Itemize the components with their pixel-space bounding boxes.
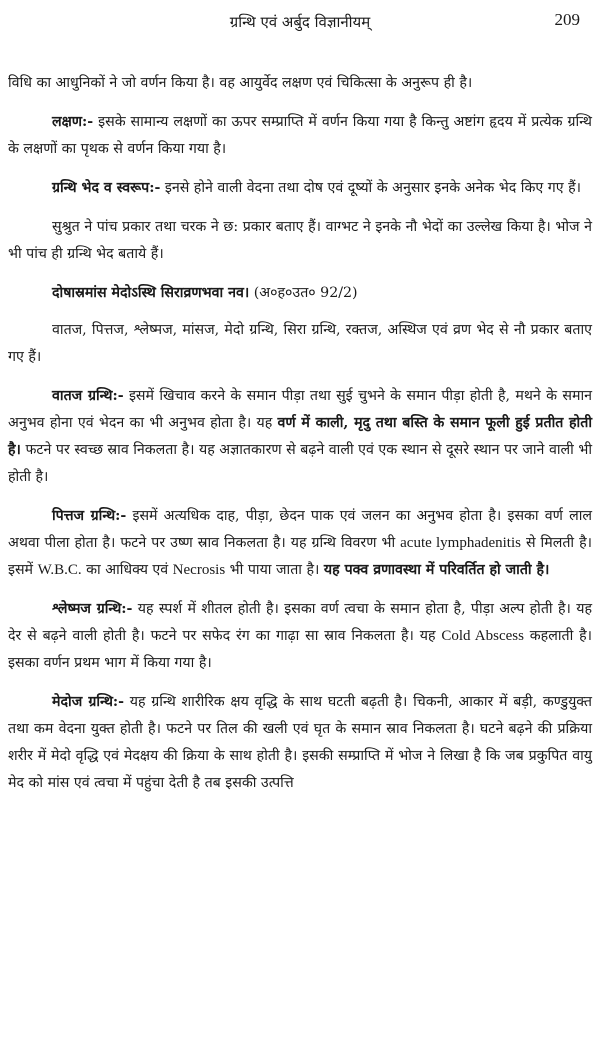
emphasis-text: यह पक्व व्रणावस्था में परिवर्तित हो जाती है।	[323, 562, 550, 578]
chapter-title: ग्रन्थि एवं अर्बुद विज्ञानीयम्	[229, 13, 371, 31]
paragraph-text: विधि का आधुनिकों ने जो वर्णन किया है। वह आयुर्वेद लक्षण एवं चिकित्सा के अनुरूप ही है।	[8, 75, 473, 91]
paragraph-granthi-bhed	[8, 175, 592, 202]
paragraph-text: इनसे होने वाली वेदना तथा दोष एवं दूष्यों के अनुसार इनके अनेक भेद किए गए हैं।	[160, 180, 581, 196]
section-heading-shleshmaj: श्लेष्मज ग्रन्थि:-	[52, 601, 133, 617]
paragraph-vataj	[8, 383, 592, 491]
paragraph-pittaj	[8, 503, 592, 584]
paragraph-nine-types	[8, 317, 592, 371]
paragraph-text: इसमें अत्यधिक दाह, पीड़ा, छेदन पाक एवं जलन का अनुभव होता है। इसका वर्ण लाल अथवा पीला होता है। फटने पर उष्ण स्राव निकलता है। यह ग्रन्थि विवरण भी	[8, 508, 592, 551]
emphasis-text: वर्ण में काली, मृदु तथा बस्ति के समान फूली हुई प्रतीत होती है।	[8, 415, 592, 458]
paragraph-intro	[8, 70, 592, 97]
sloka-verse: दोषास्रमांस मेदोऽस्थि सिराव्रणभवा नव।	[52, 285, 250, 301]
paragraph-lakshan	[8, 109, 592, 163]
paragraph-text: वातज, पित्तज, श्लेष्मज, मांसज, मेदो ग्रन्थि, सिरा ग्रन्थि, रक्तज, अस्थिज एवं व्रण भेद से नौ प्रकार बताए गए हैं।	[8, 322, 592, 365]
english-term: W.B.C.	[37, 562, 82, 578]
paragraph-text: यह स्पर्श में शीतल होती है। इसका वर्ण त्वचा के समान होता है, पीड़ा अल्प होती है। यह देर से बढ़ने वाली होती है। फटने पर सफेद रंग का गाढ़ा सा स्राव निकलता है। यह	[8, 601, 592, 644]
section-heading-granthi-bhed: ग्रन्थि भेद व स्वरूप:-	[52, 180, 161, 196]
sloka-reference: (अ०ह०उत० 92/2)	[249, 285, 358, 301]
section-heading-medoj: मेदोज ग्रन्थि:-	[52, 694, 125, 710]
paragraph-text: सुश्रुत ने पांच प्रकार तथा चरक ने छ: प्रकार बताए हैं। वाग्भट ने इनके नौ भेदों का उल्लेख किया है। भोज ने भी पांच ही ग्रन्थि भेद बताये हैं।	[8, 219, 592, 262]
paragraph-text: भी पाया जाता है।	[225, 562, 324, 578]
paragraph-text: कहलाती है। इसका वर्णन प्रथम भाग में किया गया है।	[8, 628, 592, 671]
section-heading-vataj: वातज ग्रन्थि:-	[52, 388, 124, 404]
body-text	[8, 70, 592, 809]
english-term: Necrosis	[172, 562, 226, 578]
sloka-quote	[8, 280, 592, 307]
paragraph-text: इसमें खिचाव करने के समान पीड़ा तथा सुई चुभने के समान पीड़ा होती है, मथने के समान अनुभव होना एवं भेदन का भी अनुभव होता है। यह	[8, 388, 592, 431]
paragraph-text: का आधिक्य एवं	[81, 562, 173, 578]
english-term: acute lymphadenitis	[400, 535, 521, 551]
page-number: 209	[554, 10, 580, 29]
paragraph-text: यह ग्रन्थि शारीरिक क्षय वृद्धि के साथ घटती बढ़ती है। चिकनी, आकार में बड़ी, कण्डुयुक्त तथा कम वेदना युक्त होती है। फटने पर तिल की खली एवं घृत के समान स्राव निकलता है। घटने बढ़ने की प्रक्रिया शरीर में मेदो वृद्धि एवं मेदक्षय की क्रिया के साथ होती है। इसकी सम्प्राप्ति में भोज ने लिखा है कि जब प्रकुपित वायु मेद को मांस एवं त्वचा में पहुंचा देती है तब इसकी उत्पत्ति	[8, 694, 592, 791]
section-heading-pittaj: पित्तज ग्रन्थि:-	[52, 508, 127, 524]
paragraph-types-count	[8, 214, 592, 268]
english-term: Cold Abscess	[441, 628, 524, 644]
paragraph-text: इसके सामान्य लक्षणों का ऊपर सम्प्राप्ति में वर्णन किया गया है किन्तु अष्टांग हृदय में प्रत्येक ग्रन्थि के लक्षणों का पृथक से वर्णन किया गया है।	[8, 114, 592, 157]
paragraph-text: फटने पर स्वच्छ स्राव निकलता है। यह अज्ञातकारण से बढ़ने वाली एवं एक स्थान से दूसरे स्थान पर जाने वाली भी होती है।	[8, 442, 592, 485]
running-header	[0, 8, 600, 38]
paragraph-shleshmaj	[8, 596, 592, 677]
paragraph-text: से मिलती है। इसमें	[8, 535, 592, 578]
paragraph-medoj	[8, 689, 592, 797]
section-heading-lakshan: लक्षण:-	[52, 114, 94, 130]
